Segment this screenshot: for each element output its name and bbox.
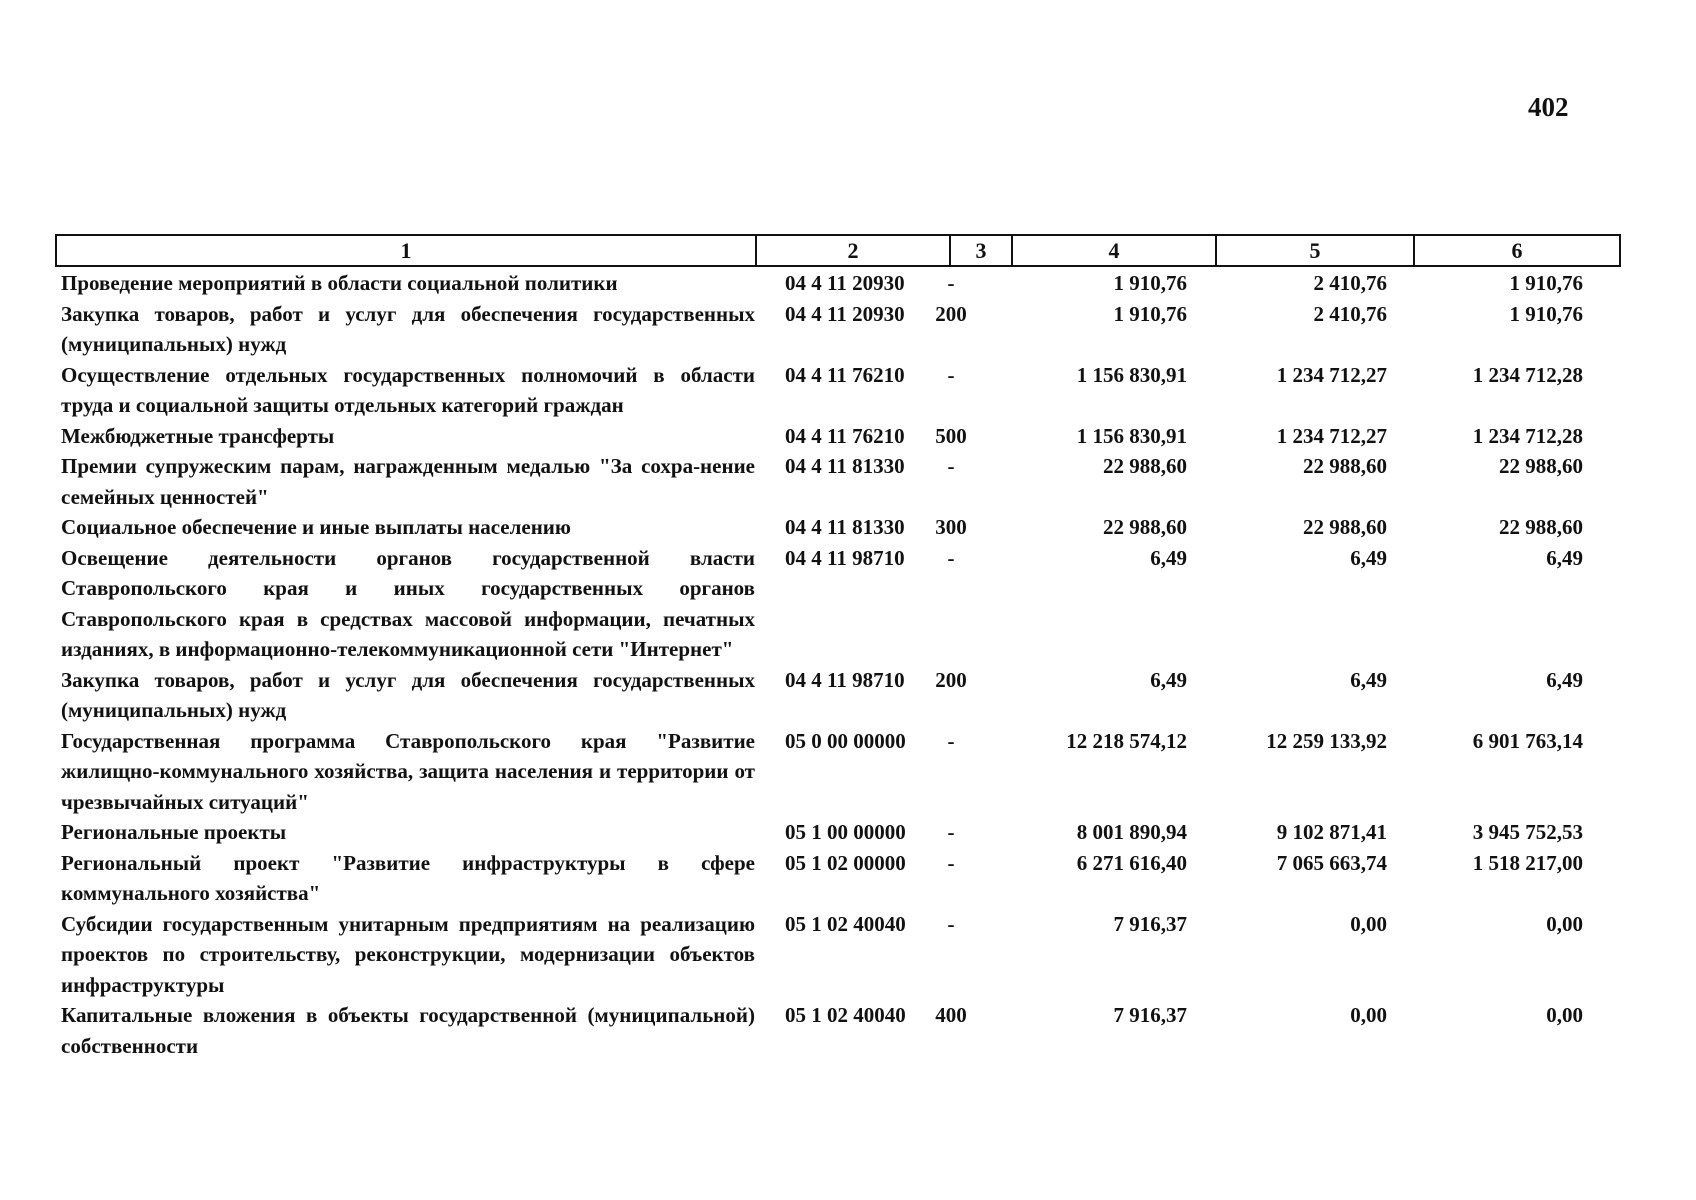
row-value-5: 2 410,76 (1313, 301, 1387, 326)
row-code: 04 4 11 20930 (785, 301, 905, 326)
row-code: 05 1 02 40040 (785, 1003, 906, 1027)
header-col-5: 5 (1216, 235, 1414, 266)
table-body (55, 268, 1619, 1061)
header-col-6: 6 (1414, 235, 1620, 266)
row-value-4: 6 271 616,40 (1076, 850, 1187, 875)
row-value-4: 1 910,76 (1113, 271, 1187, 295)
row-value-6: 3 945 752,53 (1472, 820, 1583, 844)
row-value-4: 7 916,37 (1113, 1003, 1187, 1027)
row-value-5: 12 259 133,92 (1266, 728, 1387, 753)
row-value-6: 6 901 763,14 (1472, 728, 1583, 753)
row-value-6: 22 988,60 (1499, 454, 1583, 478)
row-value-4: 1 910,76 (1113, 301, 1187, 326)
row-name: Закупка товаров, работ и услуг для обеспечения государственных (муниципальных) нужд (61, 667, 755, 722)
table-row (55, 848, 1619, 909)
row-value-4: 6,49 (1150, 545, 1187, 570)
row-code: 04 4 11 81330 (785, 515, 905, 539)
row-code: 05 1 00 00000 (785, 820, 906, 844)
row-value-6: 1 234 712,28 (1472, 423, 1583, 448)
row-value-5: 9 102 871,41 (1276, 820, 1387, 844)
row-value-6: 1 234 712,28 (1472, 362, 1583, 387)
row-value-4: 6,49 (1150, 667, 1187, 692)
header-col-3: 3 (950, 235, 1012, 266)
row-value-4: 1 156 830,91 (1076, 423, 1187, 448)
row-type: - (947, 545, 955, 570)
row-value-4: 7 916,37 (1113, 911, 1187, 936)
header-col-4: 4 (1012, 235, 1216, 266)
row-name: Государственная программа Ставропольского края "Развитие жилищно-коммунального хозяйства, защита населения и территории от чрезвычайных ситуаций" (61, 728, 755, 814)
row-value-4: 1 156 830,91 (1076, 362, 1187, 387)
table-row (55, 909, 1619, 1001)
row-value-5: 22 988,60 (1303, 454, 1387, 478)
row-value-6: 22 988,60 (1499, 515, 1583, 539)
table-row (55, 1000, 1619, 1061)
row-value-5: 7 065 663,74 (1276, 850, 1387, 875)
row-type: - (947, 728, 955, 753)
row-code: 05 0 00 00000 (785, 728, 906, 753)
table-row (55, 726, 1619, 818)
row-type: - (947, 271, 955, 295)
row-name: Региональный проект "Развитие инфраструктуры в сфере коммунального хозяйства" (61, 850, 755, 905)
row-code: 04 4 11 81330 (785, 454, 905, 478)
row-value-5: 0,00 (1350, 1003, 1387, 1027)
table-row (55, 268, 1619, 299)
row-code: 04 4 11 76210 (785, 423, 905, 448)
table-row (55, 451, 1619, 512)
row-type: - (947, 850, 955, 875)
row-name: Капитальные вложения в объекты государственной (муниципальной) собственности (61, 1003, 755, 1058)
row-type: 200 (935, 667, 967, 692)
table-row (55, 543, 1619, 665)
row-value-6: 0,00 (1546, 911, 1583, 936)
row-value-6: 1 910,76 (1509, 271, 1583, 295)
row-value-6: 1 518 217,00 (1472, 850, 1583, 875)
row-value-6: 0,00 (1546, 1003, 1583, 1027)
row-value-6: 6,49 (1546, 545, 1583, 570)
header-col-1: 1 (56, 235, 756, 266)
table-row (55, 421, 1619, 452)
table-row (55, 360, 1619, 421)
row-name: Закупка товаров, работ и услуг для обеспечения государственных (муниципальных) нужд (61, 301, 755, 356)
row-name: Субсидии государственным унитарным предприятиям на реализацию проектов по строительству, реконструкции, модернизации объектов инфраструктуры (61, 911, 755, 997)
header-col-2: 2 (756, 235, 950, 266)
row-type: - (947, 362, 955, 387)
table-row (55, 817, 1619, 848)
row-code: 05 1 02 40040 (785, 911, 906, 936)
row-value-5: 6,49 (1350, 545, 1387, 570)
row-name: Осуществление отдельных государственных полномочий в области труда и социальной защиты отдельных категорий граждан (61, 362, 755, 417)
row-name: Освещение деятельности органов государственной власти Ставропольского края и иных государственных органов Ставропольского края в средствах массовой информации, печатных изданиях, в информационно-телекоммуникационной сети "Интернет" (61, 545, 755, 661)
row-type: - (947, 911, 955, 936)
table-row (55, 512, 1619, 543)
row-code: 04 4 11 98710 (785, 667, 905, 692)
row-value-5: 0,00 (1350, 911, 1387, 936)
row-value-5: 1 234 712,27 (1276, 362, 1387, 387)
row-value-6: 1 910,76 (1509, 301, 1583, 326)
table-header (55, 234, 1621, 267)
row-code: 04 4 11 20930 (785, 271, 905, 295)
row-code: 04 4 11 76210 (785, 362, 905, 387)
row-name: Социальное обеспечение и иные выплаты населению (61, 515, 571, 539)
row-type: 400 (935, 1003, 967, 1027)
page-number: 402 (1528, 92, 1569, 122)
row-value-5: 1 234 712,27 (1276, 423, 1387, 448)
row-type: 200 (935, 301, 967, 326)
row-value-5: 2 410,76 (1313, 271, 1387, 295)
table-row (55, 299, 1619, 360)
row-type: 300 (935, 515, 967, 539)
row-name: Региональные проекты (61, 820, 287, 844)
row-value-4: 22 988,60 (1103, 454, 1187, 478)
row-name: Премии супружеским парам, награжденным медалью "За сохра-нение семейных ценностей" (61, 454, 755, 509)
row-type: - (947, 454, 955, 478)
row-type: - (947, 820, 955, 844)
row-name: Проведение мероприятий в области социальной политики (61, 271, 618, 295)
row-value-4: 22 988,60 (1103, 515, 1187, 539)
row-value-5: 22 988,60 (1303, 515, 1387, 539)
row-value-4: 12 218 574,12 (1066, 728, 1187, 753)
table-row (55, 665, 1619, 726)
row-value-5: 6,49 (1350, 667, 1387, 692)
row-code: 04 4 11 98710 (785, 545, 905, 570)
row-value-6: 6,49 (1546, 667, 1583, 692)
row-type: 500 (935, 423, 967, 448)
row-value-4: 8 001 890,94 (1076, 820, 1187, 844)
row-code: 05 1 02 00000 (785, 850, 906, 875)
row-name: Межбюджетные трансферты (61, 423, 335, 448)
